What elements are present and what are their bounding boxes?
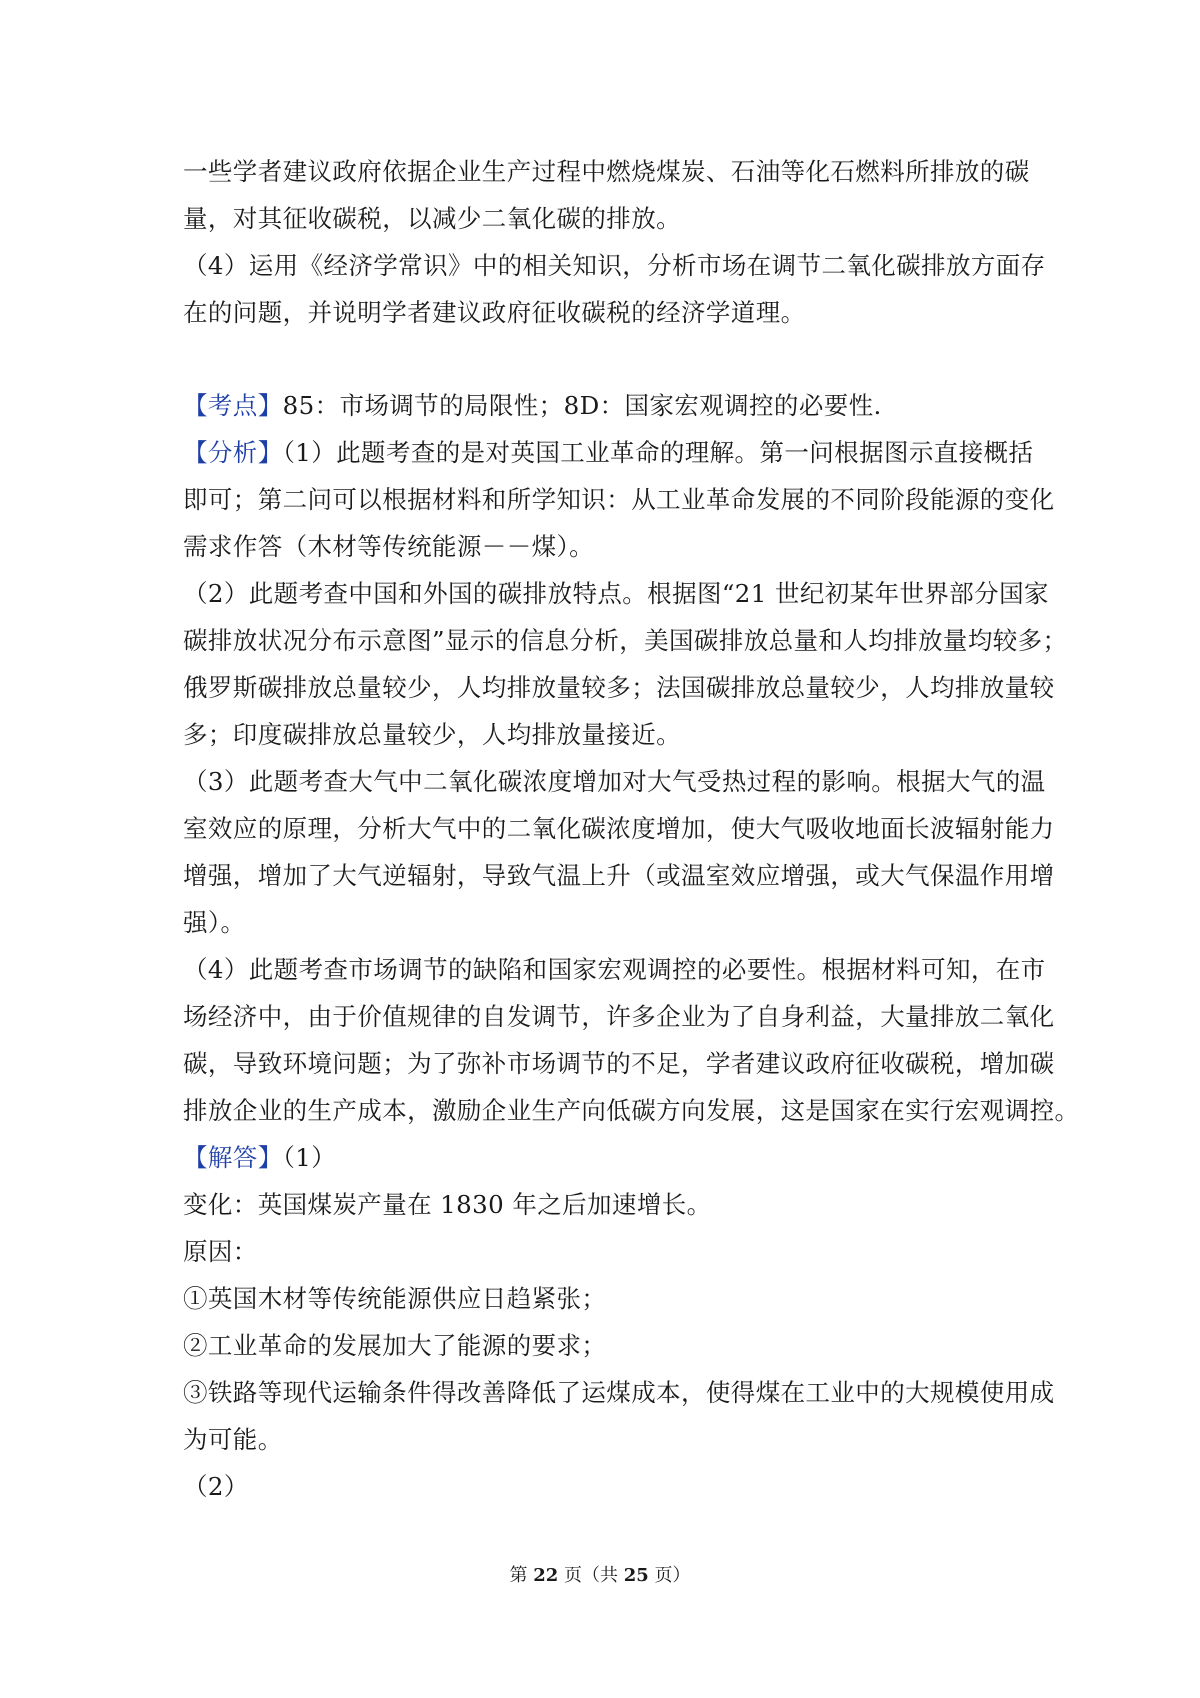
text-line: 变化：英国煤炭产量在 1830 年之后加速增长。 bbox=[183, 1190, 712, 1219]
material-text bbox=[183, 148, 1046, 336]
kaodian-tag: 【考点】 bbox=[183, 391, 283, 420]
text-line: （3）此题考查大气中二氧化碳浓度增加对大气受热过程的影响。根据大气的温 bbox=[183, 767, 1046, 796]
text-line: （2） bbox=[183, 1472, 249, 1501]
jieda-tag: 【解答】 bbox=[183, 1143, 283, 1172]
page-footer bbox=[0, 1564, 1200, 1588]
text-line: 场经济中，由于价值规律的自发调节，许多企业为了自身利益，大量排放二氧化 bbox=[183, 1002, 1055, 1031]
kaodian-text: 85：市场调节的局限性；8D：国家宏观调控的必要性. bbox=[282, 391, 882, 420]
text-line: （2）此题考查中国和外国的碳排放特点。根据图“21 世纪初某年世界部分国家 bbox=[183, 579, 1049, 608]
footer-middle: 页（共 bbox=[564, 1565, 618, 1586]
text-line: 量，对其征收碳税，以减少二氧化碳的排放。 bbox=[183, 204, 681, 233]
text-line: 在的问题，并说明学者建议政府征收碳税的经济学道理。 bbox=[183, 298, 806, 327]
text-line: 排放企业的生产成本，激励企业生产向低碳方向发展，这是国家在实行宏观调控。 bbox=[183, 1096, 1080, 1125]
text-line: ①英国木材等传统能源供应日趋紧张； bbox=[183, 1284, 607, 1313]
text-line: 多；印度碳排放总量较少，人均排放量接近。 bbox=[183, 720, 681, 749]
text-line bbox=[183, 1134, 1030, 1181]
text-line bbox=[183, 429, 1034, 476]
text-line: 强）。 bbox=[183, 908, 246, 937]
fenxi-tag: 【分析】 bbox=[183, 438, 283, 467]
footer-prefix: 第 bbox=[509, 1565, 528, 1586]
jieda-section bbox=[183, 1134, 1055, 1510]
text-line: 室效应的原理，分析大气中的二氧化碳浓度增加，使大气吸收地面长波辐射能力 bbox=[183, 814, 1055, 843]
footer-suffix: 页） bbox=[654, 1565, 691, 1586]
text-line: 一些学者建议政府依据企业生产过程中燃烧煤炭、石油等化石燃料所排放的碳 bbox=[183, 157, 1030, 186]
text-line: ②工业革命的发展加大了能源的要求； bbox=[183, 1331, 607, 1360]
paragraph-gap bbox=[183, 336, 1030, 382]
fenxi-section bbox=[183, 429, 1080, 1134]
kaodian-section bbox=[183, 382, 1030, 429]
text-line: 原因： bbox=[183, 1237, 258, 1266]
fenxi-first-line: （1）此题考查的是对英国工业革命的理解。第一问根据图示直接概括 bbox=[282, 438, 1034, 467]
text-line: ③铁路等现代运输条件得改善降低了运煤成本，使得煤在工业中的大规模使用成 bbox=[183, 1378, 1055, 1407]
jieda-first-line: （1） bbox=[282, 1143, 337, 1172]
text-line: （4）运用《经济学常识》中的相关知识，分析市场在调节二氧化碳排放方面存 bbox=[183, 251, 1046, 280]
text-line: 俄罗斯碳排放总量较少，人均排放量较多；法国碳排放总量较少，人均排放量较 bbox=[183, 673, 1055, 702]
document-body bbox=[183, 148, 1080, 1510]
text-line: 碳，导致环境问题；为了弥补市场调节的不足，学者建议政府征收碳税，增加碳 bbox=[183, 1049, 1055, 1078]
text-line: 即可；第二问可以根据材料和所学知识：从工业革命发展的不同阶段能源的变化 bbox=[183, 485, 1055, 514]
footer-total-pages: 25 bbox=[623, 1565, 649, 1586]
text-line: 需求作答（木材等传统能源－－煤）。 bbox=[183, 532, 595, 561]
text-line: 碳排放状况分布示意图”显示的信息分析，美国碳排放总量和人均排放量均较多； bbox=[183, 626, 1068, 655]
text-line: 为可能。 bbox=[183, 1425, 283, 1454]
text-line: 增强，增加了大气逆辐射，导致气温上升（或温室效应增强，或大气保温作用增 bbox=[183, 861, 1055, 890]
footer-page-number: 22 bbox=[533, 1565, 559, 1586]
text-line: （4）此题考查市场调节的缺陷和国家宏观调控的必要性。根据材料可知，在市 bbox=[183, 955, 1046, 984]
